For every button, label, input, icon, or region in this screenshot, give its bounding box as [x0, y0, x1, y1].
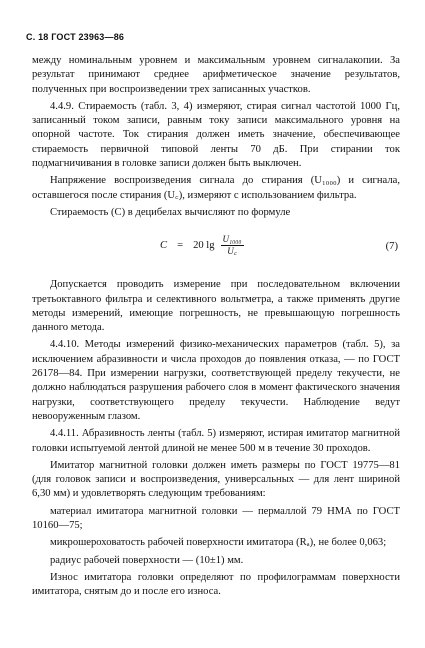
formula-fraction	[221, 234, 244, 257]
paragraph-1: между номинальным уровнем и максимальным уровнем сигналакопии. За результат принимают среднее арифметическое значение результатов, полученных при воспроизведении трех записанных участков.	[32, 55, 400, 95]
formula-eq: =	[177, 239, 184, 251]
list-item: радиус рабочей поверхности — (10±1) мм.	[50, 554, 244, 566]
paragraph-simulator: Имитатор магнитной головки должен иметь размеры по ГОСТ 19775—81 (для головок записи и воспроизведения, универсальных — для лент шириной 6,30 мм) и удовлетворять следующим требованиям:	[32, 459, 400, 500]
formula-denominator: U꜀	[227, 246, 237, 257]
paragraph-4-4-10: 4.4.10. Методы измерений физико-механических параметров (табл. 5), за исключением абразивности и числа проходов до появления отказа, — по ГОСТ 26178—84. При измерении нагрузки, соответствующей пределу текучести, не должно наблюдаться разрушения рабочего слоя в момент фактического значения нагрузки, соответствующего пределу текучести. Наблюдение ведут невооруженным глазом.	[32, 339, 400, 422]
paragraph-formula-intro: Стираемость (С) в децибелах вычисляют по формуле	[50, 206, 291, 218]
paragraph-allowed-methods: Допускается проводить измерение при последовательном включении третьоктавного фильтра и селективного вольтметра, а также применять другие методы измерений, имеющие погрешность, не превышающую погрешность данного метода.	[32, 279, 400, 334]
list-item: микрошероховатость рабочей поверхности имитатора (Rₐ), не более 0,063;	[50, 537, 387, 549]
paragraph-4-4-9: 4.4.9. Стираемость (табл. 3, 4) измеряют, стирая сигнал частотой 1000 Гц, записанный током записи, равным току записи максимального уровня на опорной частоте. Ток стирания должен иметь значение, обеспечивающее стираемость первичной типовой ленты 70 дБ. При стирании ток подмагничивания в головке записи должен быть выключен.	[32, 100, 400, 170]
formula-7	[32, 228, 400, 268]
paragraph-wear: Износ имитатора головки определяют по профилограммам поверхности имитатора, снятым до и после его износа.	[32, 571, 400, 598]
formula-fn: 20 lg	[193, 239, 215, 251]
formula-lhs: C	[160, 239, 168, 251]
paragraph-4-4-11: 4.4.11. Абразивность ленты (табл. 5) измеряют, истирая имитатор магнитной головки испытуемой лентой длиной не менее 500 м в течение 30 проходов.	[32, 428, 400, 454]
formula-numerator: U₁₀₀₀	[222, 234, 242, 245]
page-header: С. 18 ГОСТ 23963—86	[26, 32, 125, 42]
document-body	[32, 54, 400, 600]
requirements-list	[32, 505, 400, 568]
paragraph-erase-voltage: Напряжение воспроизведения сигнала до стирания (U₁₀₀₀) и сигнала, оставшегося после стирания (U꜀), измеряют с использованием фильтра.	[32, 175, 400, 201]
list-item: материал имитатора магнитной головки — пермаллой 79 НМА по ГОСТ 10160—75;	[32, 505, 400, 532]
formula-number: (7)	[385, 241, 398, 253]
